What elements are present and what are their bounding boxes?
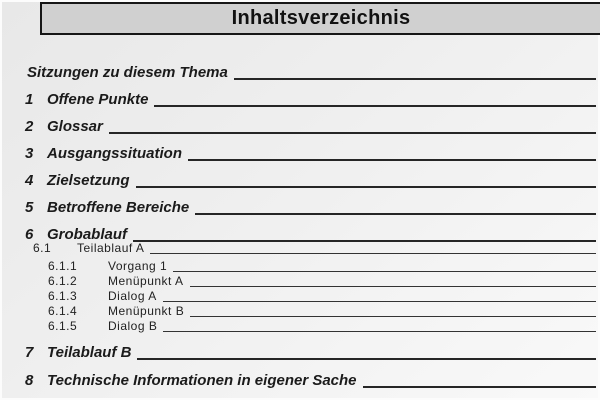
toc-entry-label: Technische Informationen in eigener Sache: [47, 372, 357, 389]
toc-entry-number: 2: [25, 118, 34, 135]
leader-line: [133, 239, 596, 242]
leader-line: [363, 385, 596, 388]
toc-entry-label: Vorgang 1: [108, 259, 168, 273]
toc-entry[interactable]: [0, 287, 596, 302]
toc-entry[interactable]: [0, 242, 596, 254]
toc-entry-number: 8: [25, 372, 34, 389]
toc-entry-label: Teilablauf B: [47, 344, 132, 361]
toc-entry-number: 6.1: [33, 241, 52, 255]
toc-entry-number: 1: [25, 91, 34, 108]
toc-list: [0, 51, 596, 388]
toc-entry-label: Betroffene Bereiche: [47, 199, 190, 216]
toc-entry-number: 6: [25, 226, 34, 243]
toc-entry[interactable]: [0, 332, 596, 360]
toc-entry-label: Glossar: [47, 118, 103, 135]
toc-entry-number: 4: [25, 172, 34, 189]
toc-entry-number: 5: [25, 199, 34, 216]
leader-line: [188, 158, 596, 161]
toc-entry[interactable]: [0, 360, 596, 388]
leader-line: [195, 212, 596, 215]
toc-entry[interactable]: [0, 272, 596, 287]
toc-entry-label: Grobablauf: [47, 226, 128, 243]
toc-entry-label: Menüpunkt A: [108, 274, 184, 288]
toc-entry-number: 6.1.1: [48, 259, 78, 273]
toc-entry-label: Sitzungen zu diesem Thema: [27, 64, 228, 81]
leader-line: [154, 104, 596, 107]
leader-line: [163, 300, 596, 302]
toc-entry-label: Dialog A: [108, 289, 157, 303]
leader-line: [137, 357, 596, 360]
leader-line: [150, 252, 596, 254]
toc-entry-label: Dialog B: [108, 319, 158, 333]
toc-entry[interactable]: [0, 134, 596, 161]
leader-line: [136, 185, 596, 188]
toc-entry-number: 6.1.4: [48, 304, 78, 318]
toc-entry[interactable]: [0, 51, 596, 80]
toc-entry[interactable]: [0, 107, 596, 134]
toc-entry[interactable]: [0, 317, 596, 332]
leader-line: [173, 270, 596, 272]
toc-entry-label: Offene Punkte: [47, 91, 149, 108]
toc-entry-label: Zielsetzung: [47, 172, 130, 189]
toc-entry-label: Menüpunkt B: [108, 304, 185, 318]
toc-entry[interactable]: [0, 188, 596, 215]
leader-line: [190, 285, 596, 287]
toc-entry-label: Teilablauf A: [77, 241, 145, 255]
leader-line: [163, 330, 596, 332]
toc-entry[interactable]: [0, 215, 596, 242]
toc-entry[interactable]: [0, 302, 596, 317]
toc-entry-number: 6.1.2: [48, 274, 78, 288]
page-title: Inhaltsverzeichnis: [231, 7, 411, 29]
toc-entry-number: 6.1.3: [48, 289, 78, 303]
leader-line: [109, 131, 596, 134]
toc-entry-number: 6.1.5: [48, 319, 78, 333]
toc-header-bar: [40, 2, 600, 35]
toc-entry[interactable]: [0, 254, 596, 272]
toc-entry-number: 7: [25, 344, 34, 361]
toc-entry-number: 3: [25, 145, 34, 162]
leader-line: [190, 315, 596, 317]
leader-line: [234, 77, 596, 80]
toc-entry[interactable]: [0, 161, 596, 188]
toc-entry[interactable]: [0, 80, 596, 107]
toc-entry-label: Ausgangssituation: [47, 145, 183, 162]
